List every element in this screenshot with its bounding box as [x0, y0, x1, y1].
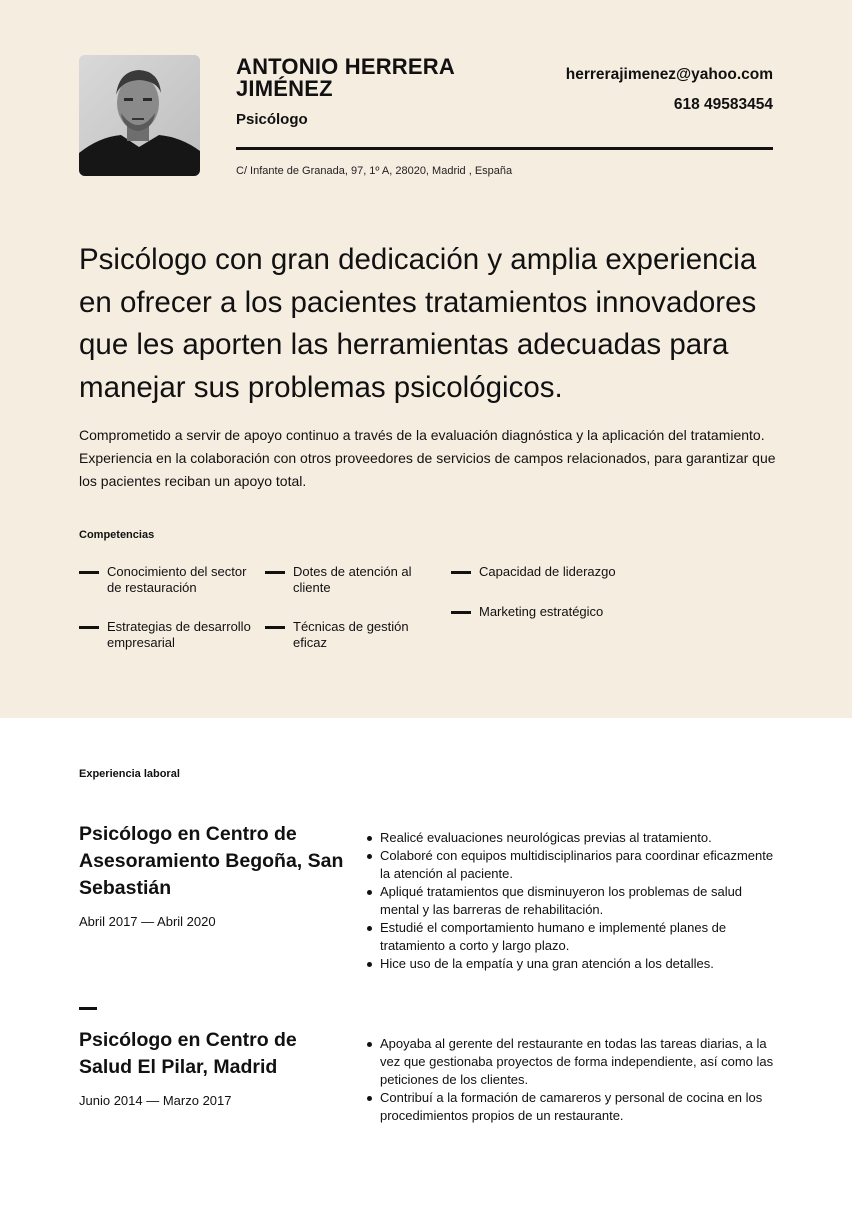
skill-text: Conocimiento del sector de restauración	[107, 564, 247, 595]
job-bullet: Realicé evaluaciones neurológicas previas al tratamiento.	[366, 829, 776, 847]
header-divider	[236, 147, 773, 150]
address-text: C/ Infante de Granada, 97, 1º A, 28020, Madrid , España	[236, 165, 513, 177]
dash-icon	[451, 611, 471, 614]
dash-icon	[265, 626, 285, 629]
person-portrait-icon	[79, 55, 200, 176]
job-title: Psicólogo en Centro de Salud El Pilar, Madrid	[79, 1029, 297, 1078]
experience-label: Experiencia laboral	[79, 768, 180, 780]
skill-text: Estrategias de desarrollo empresarial	[107, 619, 251, 650]
summary: Comprometido a servir de apoyo continuo a través de la evaluación diagnóstica y la aplicación del tratamiento. Experiencia en la colaboración con otros proveedores de servicios de campos relacionados, para garantizar que los pacientes reciban un apoyo total.	[79, 427, 776, 489]
job-bullet: Estudié el comportamiento humano e implementé planes de tratamiento a corto y largo plazo.	[366, 919, 776, 955]
job-bullets	[366, 829, 776, 973]
dash-icon	[79, 626, 99, 629]
profile-photo	[79, 55, 200, 176]
job-bullet: Apoyaba al gerente del restaurante en todas las tareas diarias, a la vez que gestionaba proyectos de forma independiente, así como las peticiones de los clientes.	[366, 1035, 776, 1089]
job-bullet: Contribuí a la formación de camareros y personal de cocina en los procedimientos propios de un restaurante.	[366, 1089, 776, 1125]
dash-icon	[451, 571, 471, 574]
job-bullet: Hice uso de la empatía y una gran atención a los detalles.	[366, 955, 776, 973]
headline: Psicólogo con gran dedicación y amplia experiencia en ofrecer a los pacientes tratamientos innovadores que les aporten las herramientas adecuadas para manejar sus problemas psicológicos.	[79, 243, 757, 404]
dash-icon	[79, 571, 99, 574]
candidate-role: Psicólogo	[236, 111, 308, 128]
dash-icon	[265, 571, 285, 574]
job-bullets	[366, 1035, 776, 1125]
contact-info	[566, 60, 773, 120]
job-bullet: Apliqué tratamientos que disminuyeron los problemas de salud mental y las barreras de rehabilitación.	[366, 883, 776, 919]
job-dates: Junio 2014 — Marzo 2017	[79, 1093, 232, 1108]
job-dates: Abril 2017 — Abril 2020	[79, 914, 216, 929]
job-title: Psicólogo en Centro de Asesoramiento Begoña, San Sebastián	[79, 823, 344, 899]
phone-text: 618 49583454	[673, 96, 773, 113]
email-text: herrerajimenez@yahoo.com	[565, 66, 773, 83]
skill-text: Marketing estratégico	[479, 604, 604, 619]
skill-text: Dotes de atención al cliente	[293, 564, 412, 595]
skill-text: Capacidad de liderazgo	[479, 564, 616, 579]
skill-text: Técnicas de gestión eficaz	[293, 619, 409, 650]
job-separator	[79, 1007, 97, 1010]
skills-label: Competencias	[79, 529, 155, 541]
job-bullet: Colaboré con equipos multidisciplinarios para coordinar eficazmente la atención al paciente.	[366, 847, 776, 883]
candidate-name: ANTONIO HERRERA JIMÉNEZ	[236, 54, 455, 101]
